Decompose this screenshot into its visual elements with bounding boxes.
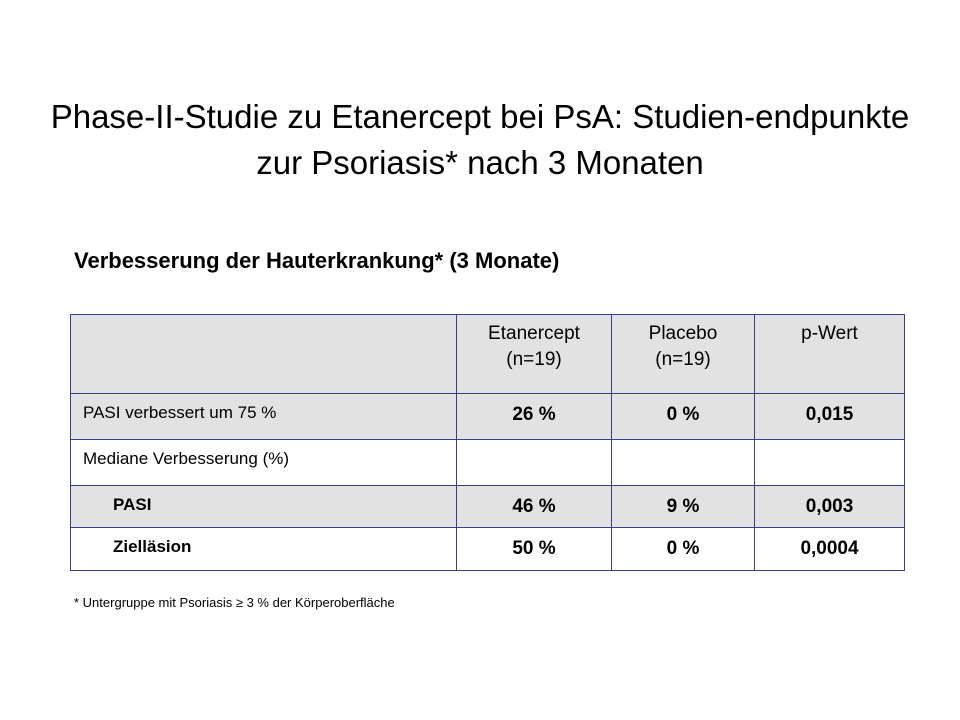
- row-label-pasi: PASI: [71, 486, 457, 528]
- header-etanercept-name: Etanercept: [488, 323, 580, 344]
- header-placebo-n: (n=19): [655, 349, 711, 370]
- cell-placebo: 9 %: [612, 486, 755, 528]
- header-p-value-name: p-Wert: [801, 323, 858, 344]
- table-row: [71, 528, 905, 571]
- header-placebo-name: Placebo: [648, 323, 718, 344]
- cell-etanercept: 26 %: [457, 394, 612, 440]
- cell-p-value: [755, 440, 905, 486]
- row-label-median: Mediane Verbesserung (%): [71, 440, 457, 486]
- cell-p-value: 0,003: [755, 486, 905, 528]
- header-etanercept: [457, 315, 612, 394]
- table-row: [71, 394, 905, 440]
- table-subtitle: Verbesserung der Hauterkrankung* (3 Monate): [74, 248, 560, 273]
- cell-etanercept: 50 %: [457, 528, 612, 571]
- cell-p-value: 0,015: [755, 394, 905, 440]
- footnote: * Untergruppe mit Psoriasis ≥ 3 % der Körperoberfläche: [74, 595, 395, 610]
- table-row: [71, 440, 905, 486]
- header-empty-cell: [71, 315, 457, 394]
- table-header-row: [71, 315, 905, 394]
- table-row: [71, 486, 905, 528]
- row-label-pasi75: PASI verbessert um 75 %: [71, 394, 457, 440]
- cell-placebo: 0 %: [612, 394, 755, 440]
- cell-placebo: [612, 440, 755, 486]
- results-table: [70, 314, 905, 571]
- cell-etanercept: [457, 440, 612, 486]
- slide-title: Phase-II-Studie zu Etanercept bei PsA: Studien-endpunkte zur Psoriasis* nach 3 Monaten: [50, 98, 910, 181]
- header-placebo: [612, 315, 755, 394]
- cell-etanercept: 46 %: [457, 486, 612, 528]
- row-label-target-lesion: Zielläsion: [71, 528, 457, 571]
- cell-p-value: 0,0004: [755, 528, 905, 571]
- cell-placebo: 0 %: [612, 528, 755, 571]
- header-etanercept-n: (n=19): [506, 349, 562, 370]
- header-p-value: [755, 315, 905, 394]
